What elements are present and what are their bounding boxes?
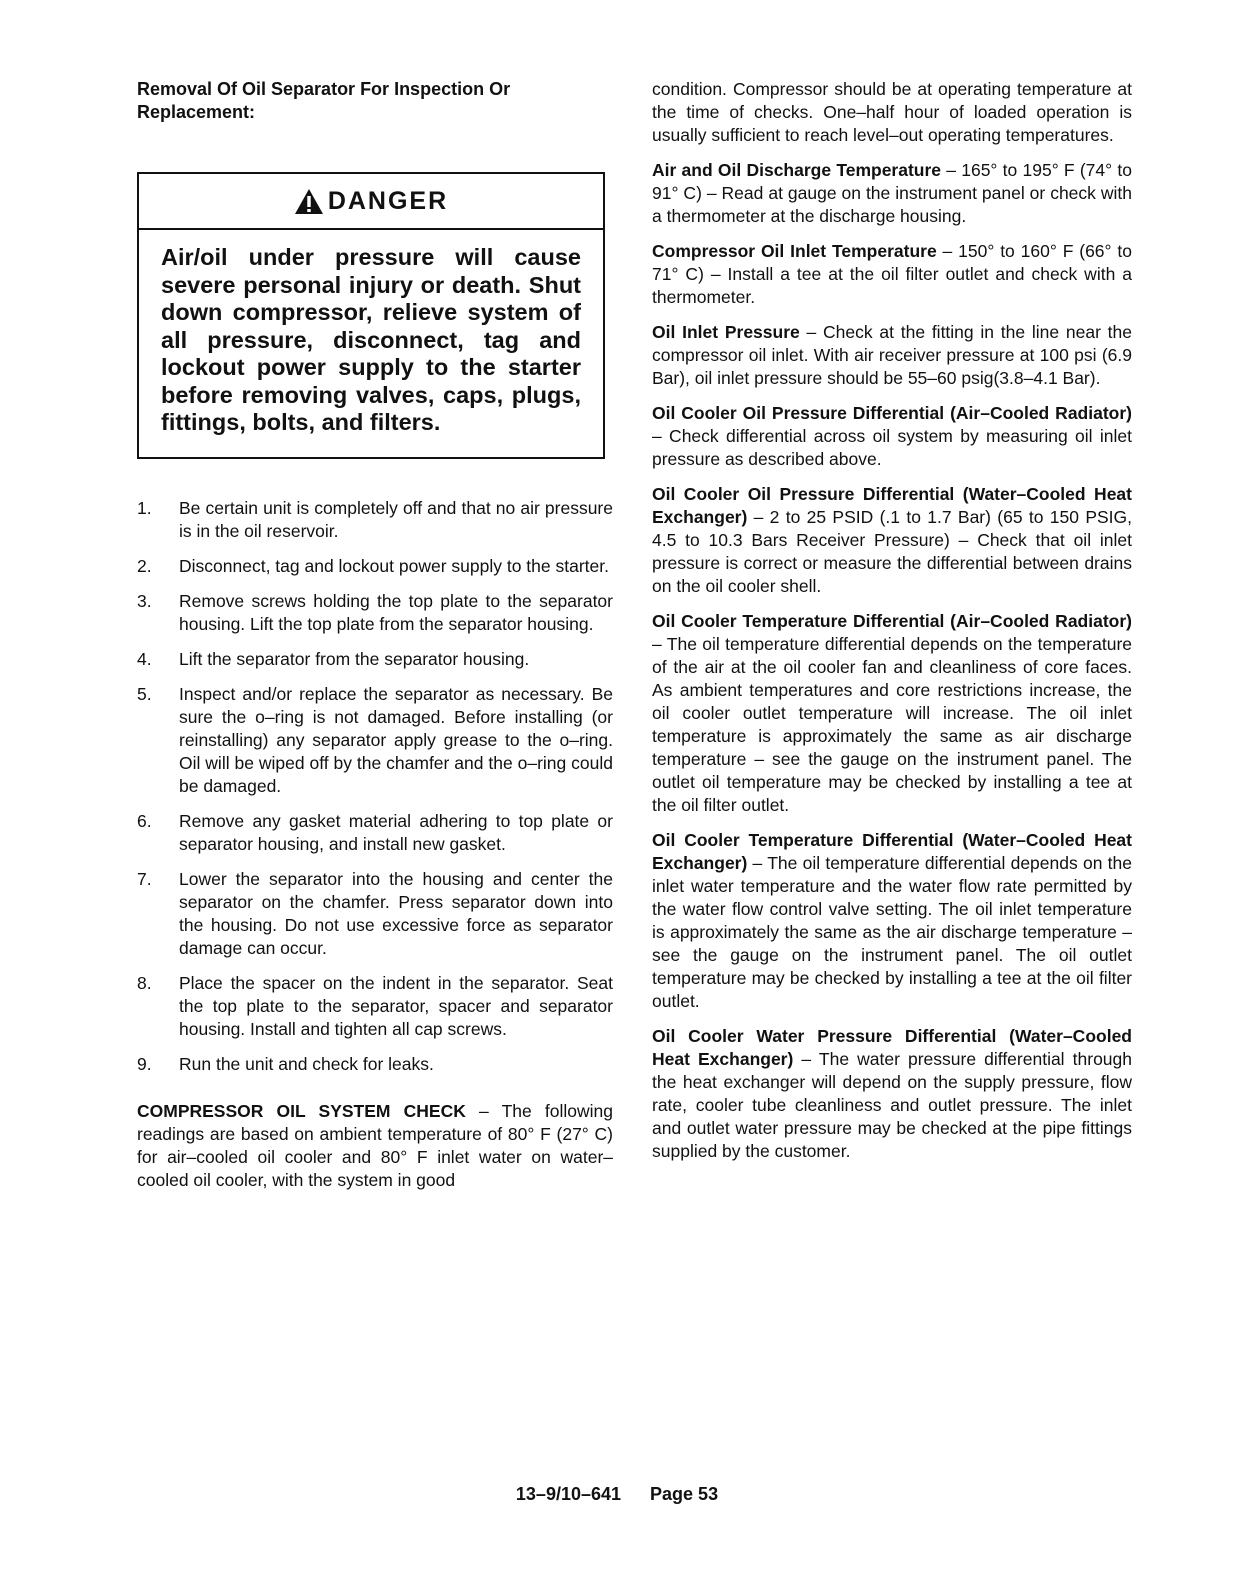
check-item: Oil Inlet Pressure – Check at the fitting in the line near the compressor oil inlet. With air receiver pressure at 100 psi (6.9 Bar), oil inlet pressure should be 55–60 psig(3.8–4.1 Bar). xyxy=(652,322,1132,388)
list-item: 4. Lift the separator from the separator housing. xyxy=(137,648,530,669)
list-item: 7. Lower the separator into the housing and center the separator on the chamfer. Press separator down into the housing. Do not use excessive force as separator damage can occur. xyxy=(137,868,613,958)
doc-id: 13–9/10–641 xyxy=(515,1484,622,1504)
check-item: Oil Cooler Oil Pressure Differential (Air–Cooled Radiator) – Check differential across oil system by measuring oil inlet pressure as described above. xyxy=(652,403,1132,469)
danger-header xyxy=(139,174,603,230)
warning-triangle-icon xyxy=(294,188,324,215)
system-check-paragraph xyxy=(137,1100,613,1192)
list-item: 9. Run the unit and check for leaks. xyxy=(137,1053,434,1074)
page-number: Page 53 xyxy=(650,1484,719,1504)
list-item: 6. Remove any gasket material adhering to top plate or separator housing, and install new gasket. xyxy=(137,810,613,854)
check-item: Oil Cooler Oil Pressure Differential (Water–Cooled Heat Exchanger) – 2 to 25 PSID (.1 to 1.7 Bar) (65 to 150 PSIG, 4.5 to 10.3 Bars Receiver Pressure) – Check that oil inlet pressure is correct or measure the differential between drains on the oil cooler shell. xyxy=(652,484,1132,596)
list-item: 5. Inspect and/or replace the separator as necessary. Be sure the o–ring is not damaged. Before installing (or reinstalling) any separator apply grease to the o–ring. Oil will be wiped off by the chamfer and the o–ring could be damaged. xyxy=(137,683,613,796)
system-check-text: – The following readings are based on ambient temperature of 80° F (27° C) for air–cooled oil cooler and 80° F inlet water on water–cooled oil cooler, with the system in good xyxy=(137,1100,613,1190)
list-item: 8. Place the spacer on the indent in the separator. Seat the top plate to the separator, spacer and separator housing. Install and tighten all cap screws. xyxy=(137,972,613,1039)
check-item: Oil Cooler Temperature Differential (Water–Cooled Heat Exchanger) – The oil temperature differential depends on the inlet water temperature and the water flow rate permitted by the water flow control valve setting. The oil inlet temperature is approximately the same as the air discharge temperature – see the gauge on the instrument panel. The oil outlet temperature may be checked by installing a tee at the oil filter outlet. xyxy=(652,830,1132,1011)
check-item: Oil Cooler Temperature Differential (Air–Cooled Radiator) – The oil temperature differential depends on the temperature of the air at the oil cooler fan and cleanliness of core faces. As ambient temperatures and core restrictions increase, the oil cooler outlet temperature will increase. The oil inlet temperature is approximately the same as air discharge temperature – see the gauge on the instrument panel. The outlet oil temperature may be checked by installing a tee at the oil filter outlet. xyxy=(652,611,1132,815)
intro-paragraph: condition. Compressor should be at operating temperature at the time of checks. One–half hour of loaded operation is usually sufficient to reach level–out operating temperatures. xyxy=(652,79,1132,145)
system-check-title: COMPRESSOR OIL SYSTEM CHECK xyxy=(137,1100,466,1121)
left-column xyxy=(137,78,613,1204)
list-item: 1. Be certain unit is completely off and that no air pressure is in the oil reservoir. xyxy=(137,497,613,541)
right-column xyxy=(652,78,1132,1175)
danger-box xyxy=(137,172,605,459)
check-item: Air and Oil Discharge Temperature – 165° to 195° F (74° to 91° C) – Read at gauge on the instrument panel or check with a thermometer at the discharge housing. xyxy=(652,160,1132,226)
check-item: Compressor Oil Inlet Temperature – 150° to 160° F (66° to 71° C) – Install a tee at the oil filter outlet and check with a thermometer. xyxy=(652,241,1132,307)
steps-list xyxy=(137,497,613,1076)
check-item: Oil Cooler Water Pressure Differential (Water–Cooled Heat Exchanger) – The water pressure differential through the heat exchanger will depend on the supply pressure, flow rate, cooler tube cleanliness and outlet pressure. The inlet and outlet water pressure may be checked at the pipe fittings supplied by the customer. xyxy=(652,1026,1133,1161)
danger-title: DANGER xyxy=(327,186,449,215)
page-footer xyxy=(0,1484,1234,1505)
section-heading: Removal Of Oil Separator For Inspection Or Replacement: xyxy=(137,79,511,122)
list-item: 2. Disconnect, tag and lockout power supply to the starter. xyxy=(137,555,609,576)
list-item: 3. Remove screws holding the top plate to the separator housing. Lift the top plate from the separator housing. xyxy=(137,590,613,634)
danger-text: Air/oil under pressure will cause severe personal injury or death. Shut down compressor, relieve system of all pressure, disconnect, tag and lockout power supply to the starter before removing valves, caps, plugs, fittings, bolts, and filters. xyxy=(161,244,581,435)
